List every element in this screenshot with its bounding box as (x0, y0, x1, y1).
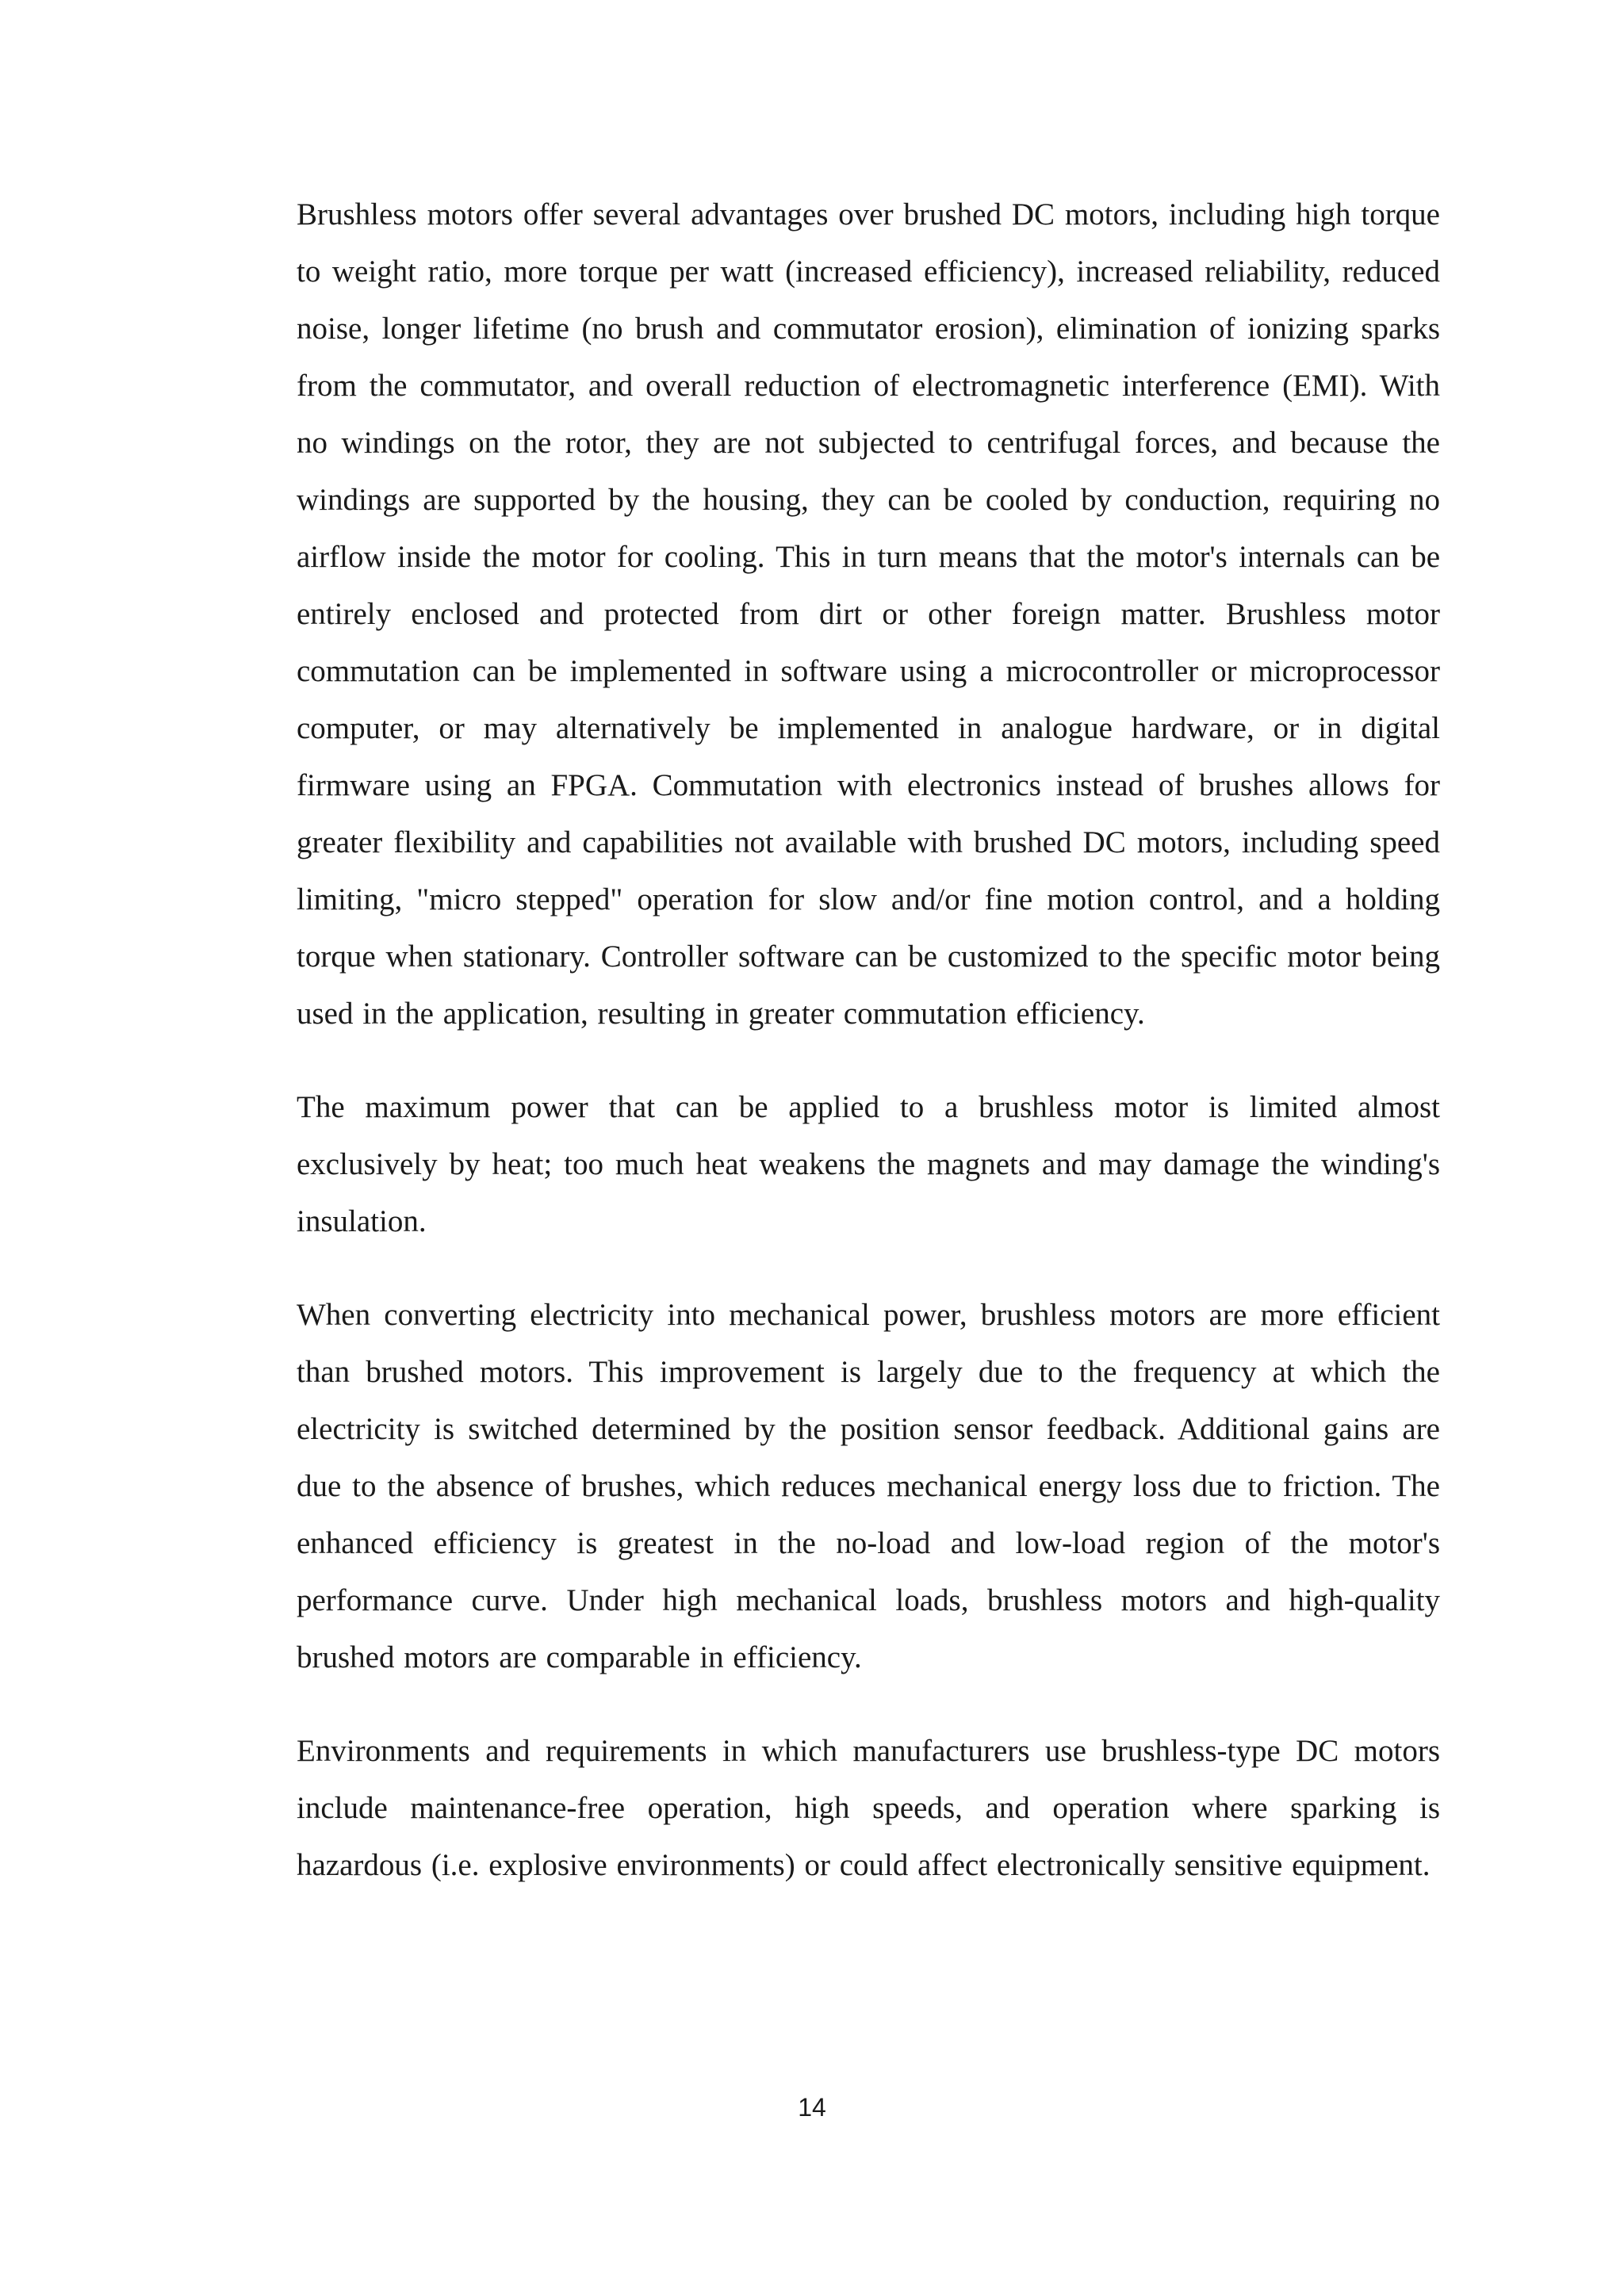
paragraph-efficiency: When converting electricity into mechanical power, brushless motors are more efficient than brushed motors. This improvement is largely due to the frequency at which the electricity is switched determined by the position sensor feedback. Additional gains are due to the absence of brushes, which reduces mechanical energy loss due to friction. The enhanced efficiency is greatest in the no-load and low-load region of the motor's performance curve. Under high mechanical loads, brushless motors and high-quality brushed motors are comparable in efficiency. (297, 1298, 1440, 1674)
page-number: 14 (798, 2093, 826, 2122)
body-text (297, 186, 1440, 1931)
paragraph-environments: Environments and requirements in which manufacturers use brushless-type DC motors include maintenance-free operation, high speeds, and operation where sparking is hazardous (i.e. explosive environments) or could affect electronically sensitive equipment. (297, 1734, 1440, 1882)
paragraph-brushless-advantages: Brushless motors offer several advantages over brushed DC motors, including high torque to weight ratio, more torque per watt (increased efficiency), increased reliability, reduced noise, longer lifetime (no brush and commutator erosion), elimination of ionizing sparks from the commutator, and overall reduction of electromagnetic interference (EMI). With no windings on the rotor, they are not subjected to centrifugal forces, and because the windings are supported by the housing, they can be cooled by conduction, requiring no airflow inside the motor for cooling. This in turn means that the motor's internals can be entirely enclosed and protected from dirt or other foreign matter. Brushless motor commutation can be implemented in software using a microcontroller or microprocessor computer, or may alternatively be implemented in analogue hardware, or in digital firmware using an FPGA. Commutation with electronics instead of brushes allows for greater flexibility and capabilities not available with brushed DC motors, including speed limiting, "micro stepped" operation for slow and/or fine motion control, and a holding torque when stationary. Controller software can be customized to the specific motor being used in the application, resulting in greater commutation efficiency. (297, 197, 1440, 1031)
paragraph-maximum-power: The maximum power that can be applied to a brushless motor is limited almost exclusively by heat; too much heat weakens the magnets and may damage the winding's insulation. (297, 1090, 1440, 1238)
